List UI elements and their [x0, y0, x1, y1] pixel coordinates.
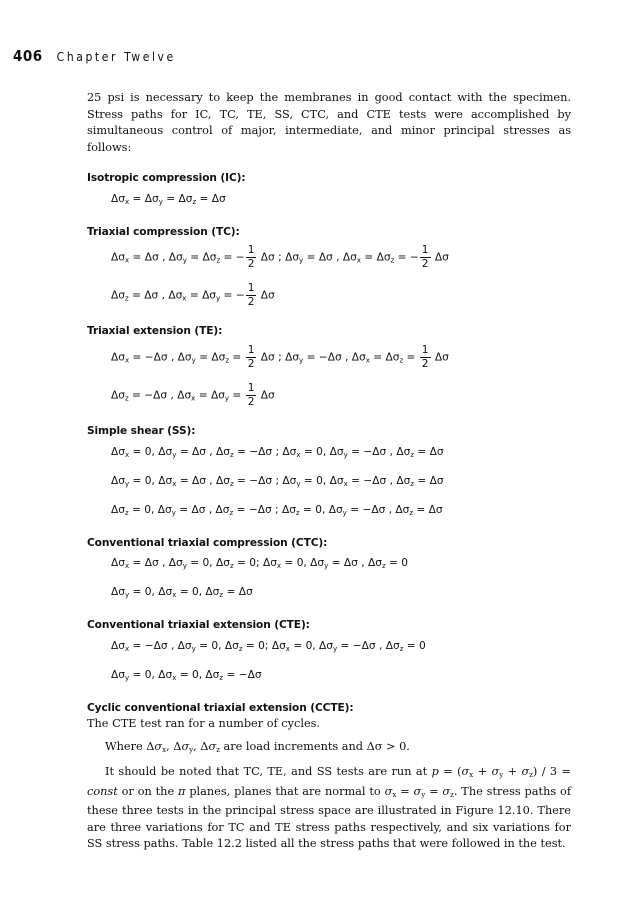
- heading-cte: Conventional triaxial extension (CTE):: [87, 619, 310, 632]
- intro-paragraph: 25 psi is necessary to keep the membranes in good contact with the specimen. Stress paths for IC, TC, TE, SS, CTC, and CTE tests were accomplished by simultaneous control of major, intermediate, and minor principal stresses as follows:: [87, 91, 571, 154]
- eq-cte-2: $\Delta\sigma_y = 0$, $\Delta\sigma_x = 0$, $\Delta\sigma_z = -\Delta\sigma$: [111, 668, 262, 682]
- chapter-title: Chapter Twelve: [56, 50, 176, 64]
- eq-tc-1: $\Delta\sigma_x = \Delta\sigma$ , $\Delta\sigma_y = \Delta\sigma_z$ = − $\frac{1}{2}$ Δσ ; $\Delta\sigma_y = \Delta\sigma$ , $\Delta\sigma_x = \Delta\sigma_z$ = − $\frac{1}{2}$ Δσ: [111, 244, 449, 271]
- page-body: [87, 90, 571, 853]
- eq-ss-3: $\Delta\sigma_z = 0$, $\Delta\sigma_y = \Delta\sigma$ , $\Delta\sigma_z = -\Delta\sigma$ ; $\Delta\sigma_z = 0$, $\Delta\sigma_y = -\Delta\sigma$ , $\Delta\sigma_z = \Delta\sigma$: [111, 503, 443, 517]
- heading-ic: Isotropic compression (IC):: [87, 172, 246, 184]
- eq-ic-1: $\Delta\sigma_x = \Delta\sigma_y = \Delta\sigma_z = \Delta\sigma$: [111, 192, 226, 206]
- heading-ccte: Cyclic conventional triaxial extension (CCTE):: [87, 701, 354, 714]
- eq-te-2: $\Delta\sigma_z = -\Delta\sigma$ , $\Delta\sigma_x = \Delta\sigma_y$ = $\frac{1}{2}$ Δσ: [111, 381, 275, 408]
- page-number: 406: [13, 47, 43, 65]
- heading-ctc: Conventional triaxial compression (CTC):: [87, 536, 328, 549]
- heading-tc: Triaxial compression (TC):: [87, 225, 240, 238]
- eq-ctc-1: $\Delta\sigma_x = \Delta\sigma$ , $\Delta\sigma_y = 0$, $\Delta\sigma_z = 0$; $\Delta\sigma_x = 0$, $\Delta\sigma_y = \Delta\sigma$ , $\Delta\sigma_z = 0$: [111, 557, 408, 571]
- eq-ss-1: $\Delta\sigma_x = 0$, $\Delta\sigma_y = \Delta\sigma$ , $\Delta\sigma_z = -\Delta\sigma$ ; $\Delta\sigma_x = 0$, $\Delta\sigma_y = -\Delta\sigma$ , $\Delta\sigma_z = \Delta\sigma$: [111, 445, 444, 459]
- final-paragraph: It should be noted that TC, TE, and SS tests are run at $p = (\sigma_x + \sigma_y + \sigma_z) / 3$ = const or on the π planes, planes that are normal to $\sigma_x = \sigma_y = \sigma_z$. The stress paths of these three tests in the principal stress space are illustrated in Figure 12.10. There are three variations for TC and TE stress paths respectively, and six variations for SS stress paths. Table 12.2 listed all the stress paths that were followed in the test.: [87, 765, 571, 851]
- eq-tc-2: $\Delta\sigma_z = \Delta\sigma$ , $\Delta\sigma_x = \Delta\sigma_y$ = − $\frac{1}{2}$ Δσ: [111, 281, 275, 308]
- heading-ss: Simple shear (SS):: [87, 425, 196, 438]
- eq-ss-2: $\Delta\sigma_y = 0$, $\Delta\sigma_x = \Delta\sigma$ , $\Delta\sigma_z = -\Delta\sigma$ ; $\Delta\sigma_y = 0$, $\Delta\sigma_x = -\Delta\sigma$ , $\Delta\sigma_z = \Delta\sigma$: [111, 474, 444, 488]
- eq-cte-1: $\Delta\sigma_x = -\Delta\sigma$ , $\Delta\sigma_y = 0$, $\Delta\sigma_z = 0$; $\Delta\sigma_x = 0$, $\Delta\sigma_y = -\Delta\sigma$ , $\Delta\sigma_z = 0$: [111, 639, 426, 653]
- ccte-text: The CTE test ran for a number of cycles.: [87, 717, 321, 731]
- running-header: [13, 46, 176, 65]
- eq-te-1: $\Delta\sigma_x = -\Delta\sigma$ , $\Delta\sigma_y = \Delta\sigma_z$ = $\frac{1}{2}$ Δσ ; $\Delta\sigma_y = -\Delta\sigma$ , $\Delta\sigma_x = \Delta\sigma_z$ = $\frac{1}{2}$ Δσ: [111, 343, 449, 371]
- eq-ctc-2: $\Delta\sigma_y = 0$, $\Delta\sigma_x = 0$, $\Delta\sigma_z = \Delta\sigma$: [111, 586, 253, 600]
- heading-te: Triaxial extension (TE):: [87, 325, 223, 338]
- where-text: Where $\Delta\sigma_x$, $\Delta\sigma_y$, $\Delta\sigma_z$ are load increments and Δσ > 0.: [105, 739, 410, 754]
